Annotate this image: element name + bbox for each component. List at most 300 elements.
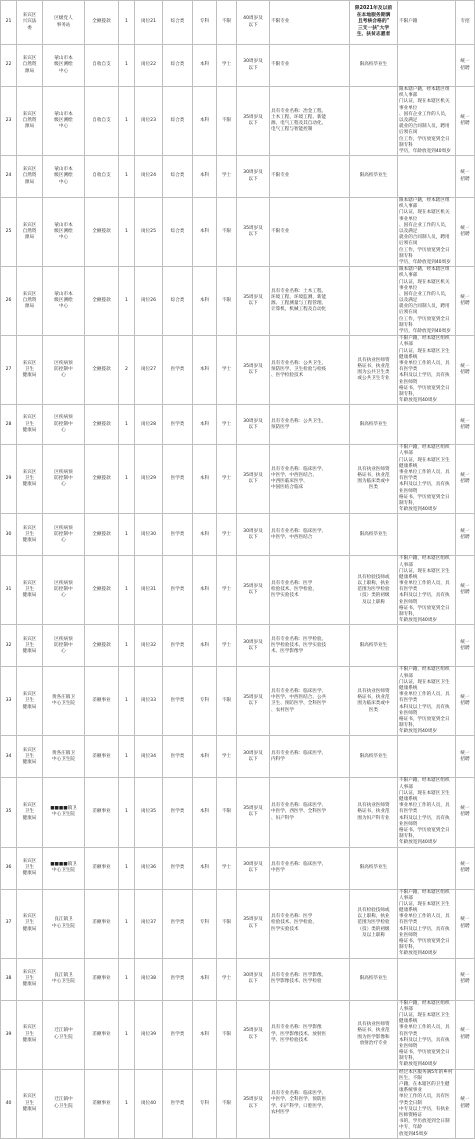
age-requirement-cell: 30周岁及 以下 xyxy=(237,45,270,87)
table-row xyxy=(1,556,475,625)
post-category-cell: 综合类 xyxy=(163,45,193,87)
age-requirement-cell: 30周岁及 以下 xyxy=(237,405,270,445)
degree-cell: 不限 xyxy=(217,1069,237,1138)
age-requirement-cell: 35周岁及 以下 xyxy=(237,87,270,156)
hiring-count-cell: 1 xyxy=(119,1,135,45)
funding-type-cell: 差额事业 xyxy=(85,778,119,847)
other-conditions-cell xyxy=(398,405,456,445)
table-body xyxy=(1,1,475,1139)
unit-cell: 区级党人 事务站 xyxy=(43,1,85,45)
major-requirement-cell: 不限专业 xyxy=(270,1,350,45)
recruitment-mode-cell: 统一 招聘 xyxy=(456,778,475,847)
education-cell: 本科 xyxy=(193,87,217,156)
qualification-cell: 具有检验技师或 以上职称，执业 范围为医学检验 （技）类的初级 及以上职称 xyxy=(350,889,398,958)
funding-type-cell: 自收自支 xyxy=(85,45,119,87)
department-cell: 来宾区 卫生 健康局 xyxy=(17,778,43,847)
row-number-cell: 39 xyxy=(1,1000,17,1069)
degree-cell: 学士 xyxy=(217,405,237,445)
department-cell: 来宾区 卫生 健康局 xyxy=(17,736,43,778)
unit-cell: 区疾病预 防控制中 心 xyxy=(43,514,85,556)
table-row xyxy=(1,445,475,514)
education-cell: 专科 xyxy=(193,1069,217,1138)
funding-type-cell: 自收自支 xyxy=(85,156,119,198)
post-category-cell: 医学类 xyxy=(163,958,193,1000)
row-number-cell: 28 xyxy=(1,405,17,445)
major-requirement-cell: 具有专业名称：医学影像、 医学影像技术、医学检验 xyxy=(270,958,350,1000)
row-number-cell: 31 xyxy=(1,556,17,625)
other-conditions-cell: 限本辖户籍，经本辖区组织人事部 门认证，现在本辖区机关事业单位 、国有企业工作的人员，以及满足 就业的合同制人员，聘用后须在岗 位工作，学历放宽到全日制专科 学历，年龄放宽到40周岁 xyxy=(398,267,456,336)
hiring-count-cell: 1 xyxy=(119,1069,135,1138)
other-conditions-cell xyxy=(398,847,456,889)
unit-cell: 区疾病预 防控制中 心 xyxy=(43,625,85,667)
hiring-count-cell: 1 xyxy=(119,667,135,736)
row-number-cell: 38 xyxy=(1,958,17,1000)
table-row xyxy=(1,336,475,405)
age-requirement-cell: 35周岁及 以下 xyxy=(237,1069,270,1138)
degree-cell: 不限 xyxy=(217,889,237,958)
education-cell: 本科 xyxy=(193,556,217,625)
post-category-cell: 医学类 xyxy=(163,556,193,625)
major-requirement-cell: 具有专业名称：医学 检验技术、医学检验、 医学实验技术 xyxy=(270,889,350,958)
post-code-cell: 岗位26 xyxy=(135,267,163,336)
qualification-cell: 具有执业医师资 格证书，执业范 围为妇产科专业 xyxy=(350,778,398,847)
post-code-cell: 岗位23 xyxy=(135,87,163,156)
major-requirement-cell: 具有专业名称：临床医学、 中医学 xyxy=(270,847,350,889)
degree-cell: 学士 xyxy=(217,736,237,778)
hiring-count-cell: 1 xyxy=(119,847,135,889)
row-number-cell: 33 xyxy=(1,667,17,736)
department-cell: 来宾区 卫生 健康局 xyxy=(17,1000,43,1069)
education-cell: 本科 xyxy=(193,958,217,1000)
major-requirement-cell: 具有专业名称：医学检验、 医学检验技术、医学实验技 术、医学影像学 xyxy=(270,625,350,667)
department-cell: 来宾区 卫生 健康局 xyxy=(17,625,43,667)
recruitment-mode-cell: 统一 招聘 xyxy=(456,667,475,736)
row-number-cell: 37 xyxy=(1,889,17,958)
department-cell: 来宾区 卫生 健康局 xyxy=(17,336,43,405)
qualification-cell: 限高校毕业生 xyxy=(350,847,398,889)
education-cell: 本科 xyxy=(193,405,217,445)
post-category-cell: 医学类 xyxy=(163,847,193,889)
post-category-cell: 医学类 xyxy=(163,889,193,958)
other-conditions-cell xyxy=(398,514,456,556)
degree-cell: 学士 xyxy=(217,514,237,556)
post-category-cell: 医学类 xyxy=(163,625,193,667)
recruitment-mode-cell: 统一 招聘 xyxy=(456,958,475,1000)
degree-cell: 学士 xyxy=(217,156,237,198)
other-conditions-cell: 不限户籍，经本辖区组织人事部 门认证，现在本辖区卫生健康系统 事业单位工作的人员，具有医学类 本科及以上学历，具有执业医师资 格证书，学历放宽到全日制专科， 年龄放宽到40周岁 xyxy=(398,556,456,625)
age-requirement-cell: 30周岁及 以下 xyxy=(237,514,270,556)
age-requirement-cell: 35周岁及 以下 xyxy=(237,1000,270,1069)
degree-cell: 不限 xyxy=(217,267,237,336)
post-category-cell: 医学类 xyxy=(163,514,193,556)
recruitment-mode-cell: 统一 招聘 xyxy=(456,847,475,889)
age-requirement-cell: 35周岁及 以下 xyxy=(237,445,270,514)
funding-type-cell: 全额拨款 xyxy=(85,267,119,336)
post-code-cell: 岗位27 xyxy=(135,336,163,405)
recruitment-mode-cell: 统一 招聘 xyxy=(456,405,475,445)
funding-type-cell: 全额拨款 xyxy=(85,405,119,445)
row-number-cell: 40 xyxy=(1,1069,17,1138)
qualification-cell: 具有检验技师或 以上职称，执业 范围为医学检验 （技）类的初级 及以上职称 xyxy=(350,556,398,625)
funding-type-cell: 全额拨款 xyxy=(85,445,119,514)
funding-type-cell: 差额事业 xyxy=(85,847,119,889)
recruitment-mode-cell: 统一 招聘 xyxy=(456,556,475,625)
recruitment-mode-cell: 统一 招聘 xyxy=(456,514,475,556)
recruitment-mode-cell: 统一 招聘 xyxy=(456,267,475,336)
education-cell: 本科 xyxy=(193,514,217,556)
unit-cell: 蒙山市本 级区测绘 中心 xyxy=(43,267,85,336)
post-category-cell: 医学类 xyxy=(163,778,193,847)
unit-cell: 区疾病预 防控制中 心 xyxy=(43,336,85,405)
post-category-cell: 综合类 xyxy=(163,1,193,45)
table-row xyxy=(1,847,475,889)
unit-cell: 迁江镇中 心卫生院 xyxy=(43,1000,85,1069)
age-requirement-cell: 35周岁及 以下 xyxy=(237,889,270,958)
recruitment-mode-cell: 统一 招聘 xyxy=(456,45,475,87)
qualification-cell xyxy=(350,1069,398,1138)
department-cell: 来宾区 卫生 健康局 xyxy=(17,405,43,445)
recruitment-mode-cell: 统一 招聘 xyxy=(456,336,475,405)
other-conditions-cell xyxy=(398,45,456,87)
department-cell: 来宾区 兴宾法 委 xyxy=(17,1,43,45)
degree-cell: 学士 xyxy=(217,445,237,514)
major-requirement-cell: 具有专业名称：公共卫生、 预防医学 xyxy=(270,405,350,445)
table-row xyxy=(1,667,475,736)
degree-cell: 学士 xyxy=(217,958,237,1000)
department-cell: 来宾区 卫生 健康局 xyxy=(17,1069,43,1138)
age-requirement-cell: 35周岁及 以下 xyxy=(237,198,270,267)
qualification-cell: 具有执业医师资 格证书，执业范 围为临床类或中 医类 xyxy=(350,445,398,514)
other-conditions-cell: 不限户籍，经本辖区组织人事部 门认证，现在本辖区卫生健康系统 事业单位工作的人员，具有医学类 本科及以上学历，具有执业医师资 格证书，学历放宽到全日制专科， 年龄放宽到40周岁 xyxy=(398,667,456,736)
post-code-cell: 岗位28 xyxy=(135,405,163,445)
major-requirement-cell: 不限专业 xyxy=(270,45,350,87)
department-cell: 来宾区 卫生 健康局 xyxy=(17,958,43,1000)
unit-cell: 蒙山市本 级区测绘 中心 xyxy=(43,156,85,198)
post-category-cell: 医学类 xyxy=(163,336,193,405)
education-cell: 本科 xyxy=(193,736,217,778)
post-code-cell: 岗位29 xyxy=(135,445,163,514)
department-cell: 来宾区 自然资 源局 xyxy=(17,156,43,198)
recruitment-mode-cell: 统一 招聘 xyxy=(456,156,475,198)
major-requirement-cell: 不限专业 xyxy=(270,198,350,267)
unit-cell: 区疾病预 防控制中 心 xyxy=(43,445,85,514)
funding-type-cell: 差额事业 xyxy=(85,667,119,736)
qualification-cell: 具有执业医师资 格证书，执业范 围为临床类或中 医类 xyxy=(350,667,398,736)
hiring-count-cell: 1 xyxy=(119,198,135,267)
recruitment-mode-cell: 统一 招聘 xyxy=(456,198,475,267)
unit-cell: 良江镇卫 中心卫生院 xyxy=(43,889,85,958)
post-code-cell: 岗位31 xyxy=(135,556,163,625)
degree-cell: 学士 xyxy=(217,847,237,889)
table-row xyxy=(1,889,475,958)
funding-type-cell: 全额拨款 xyxy=(85,514,119,556)
education-cell: 本科 xyxy=(193,625,217,667)
degree-cell: 不限 xyxy=(217,198,237,267)
degree-cell: 不限 xyxy=(217,778,237,847)
age-requirement-cell: 30周岁及 以下 xyxy=(237,736,270,778)
hiring-count-cell: 1 xyxy=(119,625,135,667)
post-code-cell: 岗位25 xyxy=(135,198,163,267)
age-requirement-cell: 35周岁及 以下 xyxy=(237,336,270,405)
row-number-cell: 36 xyxy=(1,847,17,889)
degree-cell: 不限 xyxy=(217,1,237,45)
age-requirement-cell: 30周岁及 以下 xyxy=(237,847,270,889)
department-cell: 来宾区 卫生 健康局 xyxy=(17,889,43,958)
major-requirement-cell: 具有专业名称：临床医学、 中医学、中西医结合、 中西医临床医学、 中国医结合临床 xyxy=(270,445,350,514)
qualification-cell xyxy=(350,87,398,156)
table-row xyxy=(1,1,475,45)
row-number-cell: 29 xyxy=(1,445,17,514)
age-requirement-cell: 30周岁及 以下 xyxy=(237,958,270,1000)
hiring-count-cell: 1 xyxy=(119,445,135,514)
row-number-cell: 26 xyxy=(1,267,17,336)
education-cell: 本科 xyxy=(193,778,217,847)
table-row xyxy=(1,625,475,667)
table-row xyxy=(1,198,475,267)
major-requirement-cell: 具有专业名称：医学 检验技术、医学检验、 医学实验技术 xyxy=(270,556,350,625)
qualification-cell xyxy=(350,198,398,267)
post-code-cell: 岗位30 xyxy=(135,514,163,556)
table-row xyxy=(1,1069,475,1138)
unit-cell: ■■■■镇卫 中心卫生院 xyxy=(43,778,85,847)
funding-type-cell: 差额事业 xyxy=(85,1000,119,1069)
other-conditions-cell xyxy=(398,625,456,667)
department-cell: 来宾区 卫生 健康局 xyxy=(17,514,43,556)
table-row xyxy=(1,1000,475,1069)
table-row xyxy=(1,267,475,336)
qualification-cell: 限2021年及以前 在本地服务期满 且考核合格的" 三支一扶"大学 生、扶贫志愿者 xyxy=(350,1,398,45)
post-code-cell: 岗位35 xyxy=(135,778,163,847)
unit-cell: 黄各庄镇卫 中心卫生院 xyxy=(43,667,85,736)
row-number-cell: 27 xyxy=(1,336,17,405)
other-conditions-cell xyxy=(398,156,456,198)
unit-cell: ■■■■镇卫 中心卫生院 xyxy=(43,847,85,889)
post-code-cell: 岗位32 xyxy=(135,625,163,667)
post-category-cell: 医学类 xyxy=(163,405,193,445)
hiring-count-cell: 1 xyxy=(119,514,135,556)
unit-cell: 良江镇卫 中心卫生院 xyxy=(43,958,85,1000)
post-category-cell: 综合类 xyxy=(163,87,193,156)
funding-type-cell: 差额事业 xyxy=(85,1069,119,1138)
age-requirement-cell: 40周岁及 以下 xyxy=(237,1,270,45)
other-conditions-cell: 不限户籍，经本辖区组织人事部 门认证，现在本辖区卫生健康系统 事业单位工作的人员，具有医学类 本科及以上学历，具有执业医师资 格证书，学历放宽到全日制专科， 年龄放宽到40周岁 xyxy=(398,778,456,847)
education-cell: 专科 xyxy=(193,889,217,958)
age-requirement-cell: 35周岁及 以下 xyxy=(237,667,270,736)
recruitment-mode-cell: 统一 招聘 xyxy=(456,736,475,778)
education-cell: 本科 xyxy=(193,198,217,267)
table-row xyxy=(1,156,475,198)
funding-type-cell: 差额事业 xyxy=(85,889,119,958)
department-cell: 来宾区 卫生 健康局 xyxy=(17,847,43,889)
hiring-count-cell: 1 xyxy=(119,889,135,958)
hiring-count-cell: 1 xyxy=(119,405,135,445)
qualification-cell: 具有执业医师资 格证书，执业范 围为公共卫生类 或公共卫生专业 xyxy=(350,336,398,405)
recruitment-mode-cell: 统一 招聘 xyxy=(456,1069,475,1138)
post-category-cell: 医学类 xyxy=(163,445,193,514)
table-row xyxy=(1,87,475,156)
post-code-cell: 岗位21 xyxy=(135,1,163,45)
row-number-cell: 32 xyxy=(1,625,17,667)
other-conditions-cell: 限本辖户籍，经本辖区组织人事部 门认证，现在本辖区机关事业单位 、国有企业工作的人员，以及满足 就业的合同制人员，聘用后须在岗 位工作，学历放宽到全日制专科 学历，年龄放宽到40周岁 xyxy=(398,198,456,267)
funding-type-cell: 全额拨款 xyxy=(85,625,119,667)
funding-type-cell: 全额拨款 xyxy=(85,198,119,267)
unit-cell: 蒙山市本 级区测绘 中心 xyxy=(43,87,85,156)
funding-type-cell: 差额事业 xyxy=(85,736,119,778)
other-conditions-cell xyxy=(398,736,456,778)
education-cell: 专科 xyxy=(193,667,217,736)
unit-cell: 黄各庄镇卫 中心卫生院 xyxy=(43,736,85,778)
hiring-count-cell: 1 xyxy=(119,87,135,156)
hiring-count-cell: 1 xyxy=(119,736,135,778)
recruitment-mode-cell: 统一 招聘 xyxy=(456,1000,475,1069)
department-cell: 来宾区 自然资 源局 xyxy=(17,45,43,87)
degree-cell: 不限 xyxy=(217,87,237,156)
recruitment-mode-cell: 统一 招聘 xyxy=(456,87,475,156)
department-cell: 来宾区 卫生 健康局 xyxy=(17,667,43,736)
major-requirement-cell: 具有专业名称：土木工程、 环境工程、环境监测、新能 源、工程测量与工程管理、 计算机、机械工程及自动化 xyxy=(270,267,350,336)
table-row xyxy=(1,514,475,556)
hiring-count-cell: 1 xyxy=(119,1000,135,1069)
post-category-cell: 医学类 xyxy=(163,667,193,736)
education-cell: 本科 xyxy=(193,267,217,336)
education-cell: 本科 xyxy=(193,445,217,514)
age-requirement-cell: 30周岁及 以下 xyxy=(237,625,270,667)
major-requirement-cell: 具有专业名称：临床医学、 中医学、中西医结合、公共 卫生、预防医学、全科医学 、农村医学 xyxy=(270,667,350,736)
hiring-count-cell: 1 xyxy=(119,156,135,198)
department-cell: 来宾区 卫生 健康局 xyxy=(17,445,43,514)
qualification-cell: 限高校毕业生 xyxy=(350,958,398,1000)
unit-cell: 蒙山市本 级区测绘 中心 xyxy=(43,45,85,87)
recruitment-mode-cell: 专招 xyxy=(456,1,475,45)
education-cell: 本科 xyxy=(193,336,217,405)
post-category-cell: 综合类 xyxy=(163,267,193,336)
other-conditions-cell: 经过本区服务满5年的乡村医生，不限 户籍，在本辖区的卫生健康系统事业 单位工作的人员，具有医学类全日制 中专及以上学历，有执业医师资格证 书的，学历放宽到全日制中专，年龄 放宽到45周岁 xyxy=(398,1069,456,1138)
recruitment-mode-cell: 统一 招聘 xyxy=(456,889,475,958)
post-code-cell: 岗位33 xyxy=(135,667,163,736)
post-code-cell: 岗位40 xyxy=(135,1069,163,1138)
row-number-cell: 24 xyxy=(1,156,17,198)
other-conditions-cell: 限本辖户籍，经本辖区组织人事部 门认证，现在本辖区机关事业单位 、国有企业工作的人员，以及满足 就业的合同制人员，聘用后须在岗 位工作，学历放宽到全日制专科 学历，年龄放宽到40周岁 xyxy=(398,87,456,156)
table-row xyxy=(1,778,475,847)
age-requirement-cell: 30周岁及 以下 xyxy=(237,156,270,198)
post-category-cell: 综合类 xyxy=(163,198,193,267)
table-row xyxy=(1,405,475,445)
department-cell: 来宾区 卫生 健康局 xyxy=(17,556,43,625)
education-cell: 本科 xyxy=(193,156,217,198)
funding-type-cell: 全额拨款 xyxy=(85,336,119,405)
unit-cell: 区疾病预 防控制中 心 xyxy=(43,405,85,445)
other-conditions-cell: 不限户籍，经本辖区组织人事部 门认证，现在本辖区卫生健康系统 事业单位工作的人员，具有医学类 本科及以上学历，具有执业医师资 格证书，学历放宽到全日制专科， 年龄放宽到40周岁 xyxy=(398,445,456,514)
table-row xyxy=(1,736,475,778)
row-number-cell: 22 xyxy=(1,45,17,87)
education-cell: 本科 xyxy=(193,1000,217,1069)
funding-type-cell: 全额拨款 xyxy=(85,556,119,625)
post-code-cell: 岗位38 xyxy=(135,958,163,1000)
major-requirement-cell: 具有专业名称：临床医学、 中医学、西医学、全科医学 、妇产科学 xyxy=(270,778,350,847)
age-requirement-cell: 35周岁及 以下 xyxy=(237,556,270,625)
qualification-cell: 限高校毕业生 xyxy=(350,45,398,87)
qualification-cell: 限高校毕业生 xyxy=(350,156,398,198)
row-number-cell: 23 xyxy=(1,87,17,156)
row-number-cell: 30 xyxy=(1,514,17,556)
education-cell: 本科 xyxy=(193,847,217,889)
funding-type-cell: 全额拨款 xyxy=(85,1,119,45)
post-code-cell: 岗位36 xyxy=(135,847,163,889)
table-row xyxy=(1,45,475,87)
major-requirement-cell: 具有专业名称：公共卫生、 预防医学、卫生检验与检疫 、医学检验技术 xyxy=(270,336,350,405)
post-code-cell: 岗位34 xyxy=(135,736,163,778)
table-row xyxy=(1,958,475,1000)
department-cell: 来宾区 自然资 源局 xyxy=(17,198,43,267)
post-category-cell: 综合类 xyxy=(163,156,193,198)
age-requirement-cell: 35周岁及 以下 xyxy=(237,267,270,336)
recruitment-mode-cell: 统一 招聘 xyxy=(456,445,475,514)
hiring-count-cell: 1 xyxy=(119,778,135,847)
degree-cell: 学士 xyxy=(217,625,237,667)
education-cell: 本科 xyxy=(193,45,217,87)
qualification-cell: 限高校毕业生 xyxy=(350,514,398,556)
hiring-count-cell: 1 xyxy=(119,556,135,625)
recruitment-mode-cell: 统一 招聘 xyxy=(456,625,475,667)
post-code-cell: 岗位39 xyxy=(135,1000,163,1069)
department-cell: 来宾区 自然资 源局 xyxy=(17,87,43,156)
post-code-cell: 岗位37 xyxy=(135,889,163,958)
funding-type-cell: 差额事业 xyxy=(85,958,119,1000)
hiring-count-cell: 1 xyxy=(119,267,135,336)
row-number-cell: 34 xyxy=(1,736,17,778)
other-conditions-cell: 不限户籍，经本辖区组织人事部 门认证，现在本辖区卫生健康系统 事业单位工作的人员，具有医学类 本科及以上学历，具有执业医师资 格证书，学历放宽到全日制专科， 年龄放宽到40周岁 xyxy=(398,336,456,405)
education-cell: 专科 xyxy=(193,1,217,45)
major-requirement-cell: 具有专业名称：医学影像 学、医学影像技术、放射医 学、医学检验技术 xyxy=(270,1000,350,1069)
degree-cell: 不限 xyxy=(217,667,237,736)
major-requirement-cell: 具有专业名称：冶金工程、 土木工程、环境工程、新能 源、电气工程及其自动化、 电气工程与智能控制 xyxy=(270,87,350,156)
degree-cell: 学士 xyxy=(217,336,237,405)
post-code-cell: 岗位24 xyxy=(135,156,163,198)
other-conditions-cell: 不限户籍，经本辖区组织人事部 门认证，现在本辖区卫生健康系统 事业单位工作的人员，具有医学类 本科及以上学历，具有执业医师资 格证书，学历放宽到全日制专科， 年龄放宽到40周岁 xyxy=(398,889,456,958)
hiring-count-cell: 1 xyxy=(119,958,135,1000)
other-conditions-cell xyxy=(398,958,456,1000)
unit-cell: 蒙山市本 级区测绘 中心 xyxy=(43,198,85,267)
row-number-cell: 35 xyxy=(1,778,17,847)
post-category-cell: 医学类 xyxy=(163,736,193,778)
qualification-cell xyxy=(350,267,398,336)
hiring-count-cell: 2 xyxy=(119,336,135,405)
unit-cell: 迁江镇中 心卫生院 xyxy=(43,1069,85,1138)
qualification-cell: 限高校毕业生 xyxy=(350,405,398,445)
funding-type-cell: 自收自支 xyxy=(85,87,119,156)
post-category-cell: 医学类 xyxy=(163,1069,193,1138)
degree-cell: 学士 xyxy=(217,556,237,625)
other-conditions-cell: 不限户籍，经本辖区组织人事部 门认证，现在本辖区卫生健康系统 事业单位工作的人员，具有医学类 本科及以上学历，具有执业医师资 格证书，学历放宽到全日制专科， 年龄放宽到40周岁 xyxy=(398,1000,456,1069)
degree-cell: 学士 xyxy=(217,45,237,87)
major-requirement-cell: 具有专业名称：临床医学、 中医学、全科医学、预防医 学、妇产科学、口腔医学、 农村医学 xyxy=(270,1069,350,1138)
hiring-count-cell: 1 xyxy=(119,45,135,87)
degree-cell: 不限 xyxy=(217,1000,237,1069)
major-requirement-cell: 具有专业名称：临床医学、 中医学、中西医结合 xyxy=(270,514,350,556)
row-number-cell: 21 xyxy=(1,1,17,45)
department-cell: 来宾区 自然资 源局 xyxy=(17,267,43,336)
unit-cell: 区疾病预 防控制中 心 xyxy=(43,556,85,625)
post-code-cell: 岗位22 xyxy=(135,45,163,87)
qualification-cell: 具有执业医师资 格证书，执业范 围为医学影像和 放射治疗专业 xyxy=(350,1000,398,1069)
qualification-cell: 限高校毕业生 xyxy=(350,625,398,667)
age-requirement-cell: 35周岁及 以下 xyxy=(237,778,270,847)
row-number-cell: 25 xyxy=(1,198,17,267)
major-requirement-cell: 不限专业 xyxy=(270,156,350,198)
qualification-cell: 限高校毕业生 xyxy=(350,736,398,778)
post-category-cell: 医学类 xyxy=(163,1000,193,1069)
other-conditions-cell: 不限户籍 xyxy=(398,1,456,45)
